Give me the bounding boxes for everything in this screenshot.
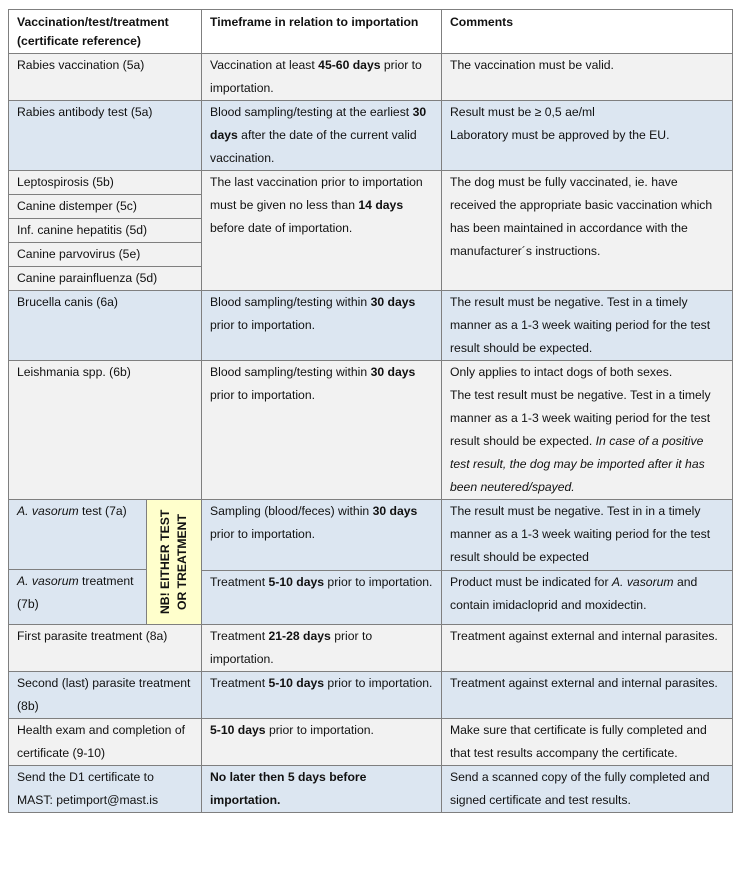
cell-comment: Product must be indicated for A. vasorum and contain imidacloprid and moxidectin. [442, 570, 733, 624]
cell-name: First parasite treatment (8a) [9, 625, 202, 672]
cell-comment: Treatment against external and internal parasites. [442, 625, 733, 672]
cell-comment: The vaccination must be valid. [442, 54, 733, 101]
cell-comment: The dog must be fully vaccinated, ie. have received the appropriate basic vaccination which has been maintained in accordance with the manufacturer´s instructions. [442, 171, 733, 291]
row-second-parasite [9, 672, 733, 719]
cell-timeframe: No later then 5 days before importation. [202, 766, 442, 813]
cell-timeframe: Blood sampling/testing within 30 days prior to importation. [202, 361, 442, 500]
cell-name: Rabies vaccination (5a) [9, 54, 202, 101]
row-send-certificate [9, 766, 733, 813]
cell-timeframe: Vaccination at least 45-60 days prior to importation. [202, 54, 442, 101]
list-item: Canine parvovirus (5e) [9, 242, 201, 266]
cell-avasorum-names [9, 500, 202, 625]
cell-comment: Send a scanned copy of the fully completed and signed certificate and test results. [442, 766, 733, 813]
cell-timeframe: Treatment 21-28 days prior to importation. [202, 625, 442, 672]
header-col1: Vaccination/test/treatment (certificate reference) [9, 10, 202, 54]
avasorum-treatment-label: A. vasorum treatment (7b) [9, 569, 146, 624]
cell-name: Brucella canis (6a) [9, 291, 202, 361]
cell-name: Health exam and completion of certificate (9-10) [9, 719, 202, 766]
row-brucella [9, 291, 733, 361]
list-item: Canine distemper (5c) [9, 194, 201, 218]
header-col2: Timeframe in relation to importation [202, 10, 442, 54]
cell-timeframe: Blood sampling/testing within 30 days prior to importation. [202, 291, 442, 361]
row-rabies-vaccination [9, 54, 733, 101]
header-row [9, 10, 733, 54]
row-rabies-antibody [9, 101, 733, 171]
cell-comment: The result must be negative. Test in a timely manner as a 1-3 week waiting period for the test result should be expected. [442, 291, 733, 361]
either-or-note: NB! EITHER TEST OR TREATMENT [146, 500, 201, 624]
cell-comment: Make sure that certificate is fully completed and that test results accompany the certificate. [442, 719, 733, 766]
cell-name: Send the D1 certificate to MAST: petimport@mast.is [9, 766, 202, 813]
row-basic-vaccinations [9, 171, 733, 291]
cell-timeframe: 5-10 days prior to importation. [202, 719, 442, 766]
cell-timeframe: Treatment 5-10 days prior to importation. [202, 570, 442, 624]
row-first-parasite [9, 625, 733, 672]
cell-timeframe: Sampling (blood/feces) within 30 days prior to importation. [202, 500, 442, 571]
list-item: Canine parainfluenza (5d) [9, 266, 201, 290]
cell-name-list [9, 171, 202, 291]
import-requirements-table [8, 9, 733, 813]
header-col3: Comments [442, 10, 733, 54]
cell-timeframe: The last vaccination prior to importation must be given no less than 14 days before date of importation. [202, 171, 442, 291]
list-item: Inf. canine hepatitis (5d) [9, 218, 201, 242]
cell-comment: Only applies to intact dogs of both sexes. The test result must be negative. Test in a timely manner as a 1-3 week waiting period for the test result should be expected. In case of a positive test result, the dog may be imported after it has been neutered/spayed. [442, 361, 733, 500]
cell-name: Second (last) parasite treatment (8b) [9, 672, 202, 719]
row-health-exam [9, 719, 733, 766]
cell-timeframe: Blood sampling/testing at the earliest 30 days after the date of the current valid vaccination. [202, 101, 442, 171]
cell-name: Leishmania spp. (6b) [9, 361, 202, 500]
row-leishmania [9, 361, 733, 500]
list-item: Leptospirosis (5b) [17, 175, 114, 189]
cell-comment: Treatment against external and internal parasites. [442, 672, 733, 719]
cell-comment: Result must be ≥ 0,5 ae/ml Laboratory must be approved by the EU. [442, 101, 733, 171]
cell-name: Rabies antibody test (5a) [9, 101, 202, 171]
cell-timeframe: Treatment 5-10 days prior to importation. [202, 672, 442, 719]
avasorum-test-label: A. vasorum test (7a) [17, 504, 127, 518]
row-avasorum-test [9, 500, 733, 571]
cell-comment: The result must be negative. Test in in a timely manner as a 1-3 week waiting period for the test result should be expected [442, 500, 733, 571]
